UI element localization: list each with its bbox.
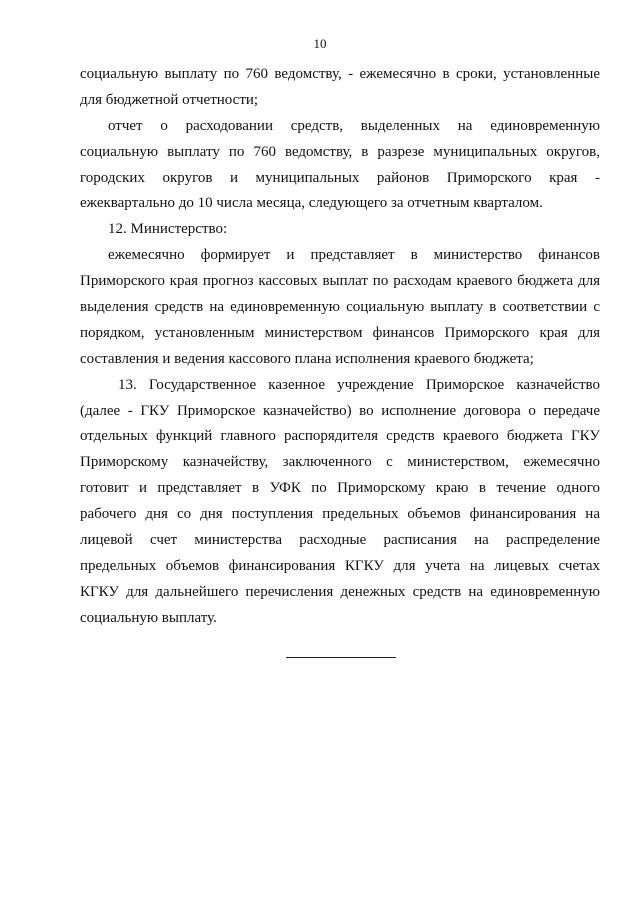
text-line: ежемесячно формирует и представляет в министерство финансов	[108, 247, 600, 264]
text-line: готовит и представляет в УФК по Приморскому краю в течение одного	[80, 480, 600, 497]
text-line: порядком, установленным министерством финансов Приморского края для	[80, 324, 600, 341]
text-line: для бюджетной отчетности;	[80, 91, 259, 108]
text-line: Приморского края прогноз кассовых выплат по расходам краевого бюджета для	[80, 273, 600, 290]
text-line: социальную выплату.	[80, 609, 217, 626]
text-line: рабочего дня со дня поступления предельных объемов финансирования на	[80, 506, 600, 523]
page-number: 10	[313, 36, 327, 51]
text-line: лицевой счет министерства расходные расписания на распределение	[80, 532, 600, 549]
text-line: отчет о расходовании средств, выделенных на единовременную	[108, 117, 600, 134]
text-line: составления и ведения кассового плана исполнения краевого бюджета;	[80, 350, 534, 367]
text-line: (далее - ГКУ Приморское казначейство) во исполнение договора о передаче	[80, 402, 600, 419]
document-body	[80, 62, 600, 632]
text-line: КГКУ для дальнейшего перечисления денежных средств на единовременную	[80, 583, 600, 600]
text-line: предельных объемов финансирования КГКУ для учета на лицевых счетах	[80, 557, 600, 574]
closing-rule	[286, 657, 396, 658]
text-line: 12. Министерство:	[108, 221, 228, 238]
text-line: городских округов и муниципальных районов Приморского края -	[80, 169, 600, 186]
text-line: ежеквартально до 10 числа месяца, следующего за отчетным кварталом.	[80, 195, 543, 212]
text-line: социальную выплату по 760 ведомству, - ежемесячно в сроки, установленные	[80, 66, 600, 82]
text-line: 13. Государственное казенное учреждение Приморское казначейство	[118, 376, 600, 393]
text-line: Приморскому казначейству, заключенного с министерством, ежемесячно	[80, 454, 600, 471]
text-line: выделения средств на единовременную социальную выплату в соответствии с	[80, 299, 600, 316]
text-line: отдельных функций главного распорядителя средств краевого бюджета ГКУ	[80, 428, 600, 445]
text-line: социальную выплату по 760 ведомству, в разрезе муниципальных округов,	[80, 143, 600, 160]
